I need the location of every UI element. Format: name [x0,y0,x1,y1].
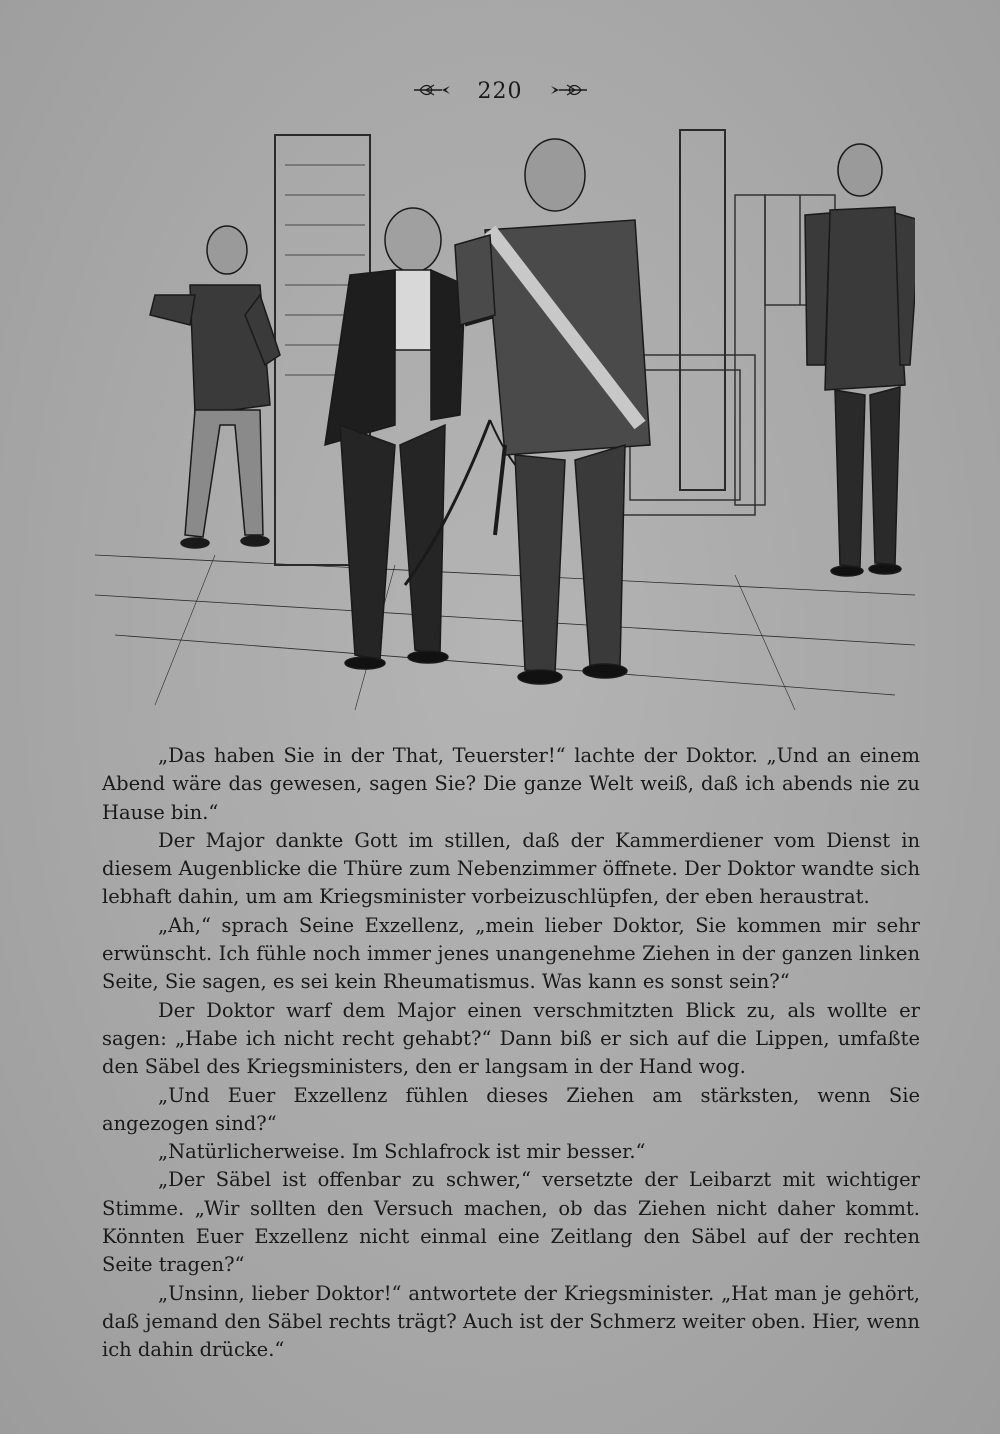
paragraph: „Natürlicherweise. Im Schlafrock ist mir besser.“ [158,1140,646,1164]
page-number: 220 [477,78,523,104]
paragraph: „Ah,“ sprach Seine Exzellenz, „mein lieber Doktor, Sie kommen mir sehr erwünscht. Ich fühle noch immer jenes unangenehme Ziehen in der ganzen linken Seite, Sie sagen, es sei kein Rheumatismus. Was kann es sonst sein?“ [102,913,920,994]
paragraph: „Der Säbel ist offenbar zu schwer,“ versetzte der Leibarzt mit wichtiger Stimme. „Wir sollten den Versuch machen, ob das Ziehen nicht daher kommt. Könnten Euer Exzellenz nicht einmal eine Zeitlang den Säbel auf der rechten Seite tragen?“ [102,1168,920,1277]
paragraph: „Unsinn, lieber Doktor!“ antwortete der Kriegsminister. „Hat man je gehört, daß jemand den Säbel rechts trägt? Auch ist der Schmerz weiter oben. Hier, wenn ich dahin drücke.“ [102,1281,920,1362]
paragraph: „Das haben Sie in der That, Teuerster!“ lachte der Doktor. „Und an einem Abend wäre das gewesen, sagen Sie? Die ganze Welt weiß, daß ich abends nie zu Hause bin.“ [102,744,920,824]
page-header [0,78,1000,104]
engraving-illustration [95,125,915,715]
flourish-right-icon [549,79,589,104]
flourish-left-icon [412,79,452,104]
paragraph: Der Major dankte Gott im stillen, daß der Kammerdiener vom Dienst in diesem Augenblicke die Thüre zum Nebenzimmer öffnete. Der Doktor wandte sich lebhaft dahin, um am Kriegsminister vorbeizuschlüpfen, der eben heraustrat. [102,828,920,909]
paragraph: „Und Euer Exzellenz fühlen dieses Ziehen am stärksten, wenn Sie angezogen sind?“ [102,1083,920,1135]
body-text [102,742,920,1365]
paragraph: Der Doktor warf dem Major einen verschmitzten Blick zu, als wollte er sagen: „Habe ich nicht recht gehabt?“ Dann biß er sich auf die Lippen, umfaßte den Säbel des Kriegsministers, den er langsam in der Hand wog. [102,998,920,1079]
